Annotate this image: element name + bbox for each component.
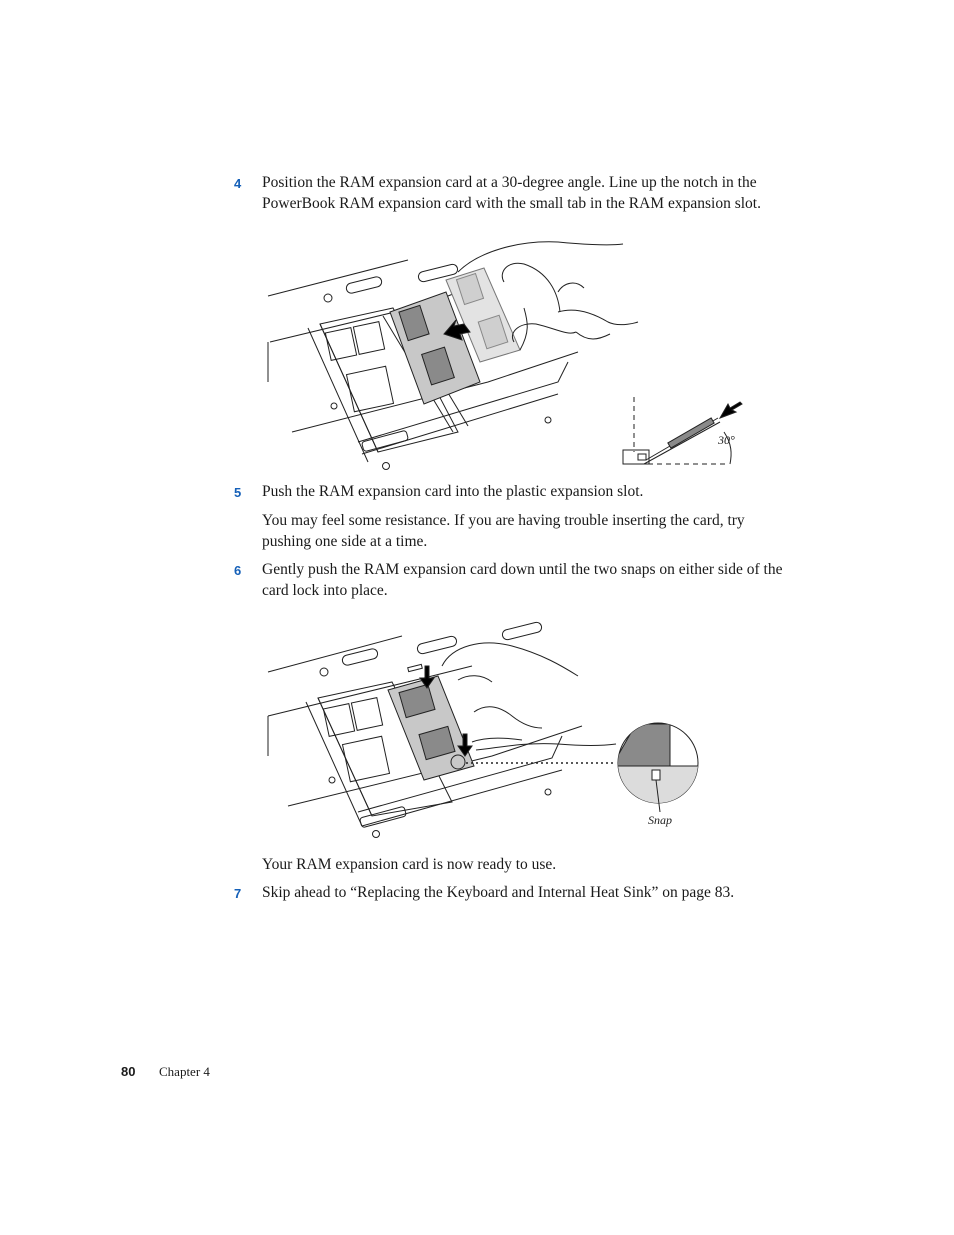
ready-to-use-text: Your RAM expansion card is now ready to use. [262, 856, 557, 873]
step-4-text: Position the RAM expansion card at a 30-degree angle. Line up the notch in the PowerBook RAM expansion card with the small tab in the RAM expansion slot. [262, 174, 761, 212]
step-6-text: Gently push the RAM expansion card down until the two snaps on either side of the card lock into place. [262, 561, 783, 599]
angle-label: 30° [718, 433, 735, 447]
step-number-4: 4 [234, 176, 242, 191]
chapter-label: Chapter 4 [159, 1064, 210, 1079]
step-number-7: 7 [234, 886, 242, 901]
step-number-6: 6 [234, 563, 242, 578]
snap-label: Snap [648, 813, 672, 827]
step-number-5: 5 [234, 485, 242, 500]
figure-card-snap [262, 616, 712, 846]
page-number: 80 [121, 1064, 136, 1079]
step-7-text: Skip ahead to “Replacing the Keyboard and Internal Heat Sink” on page 83. [262, 884, 735, 901]
figure-insert-card-angle [258, 232, 778, 472]
step-5-text: Push the RAM expansion card into the plastic expansion slot. [262, 483, 644, 500]
step-5-note: You may feel some resistance. If you are having trouble inserting the card, try pushing one side at a time. [262, 512, 745, 550]
